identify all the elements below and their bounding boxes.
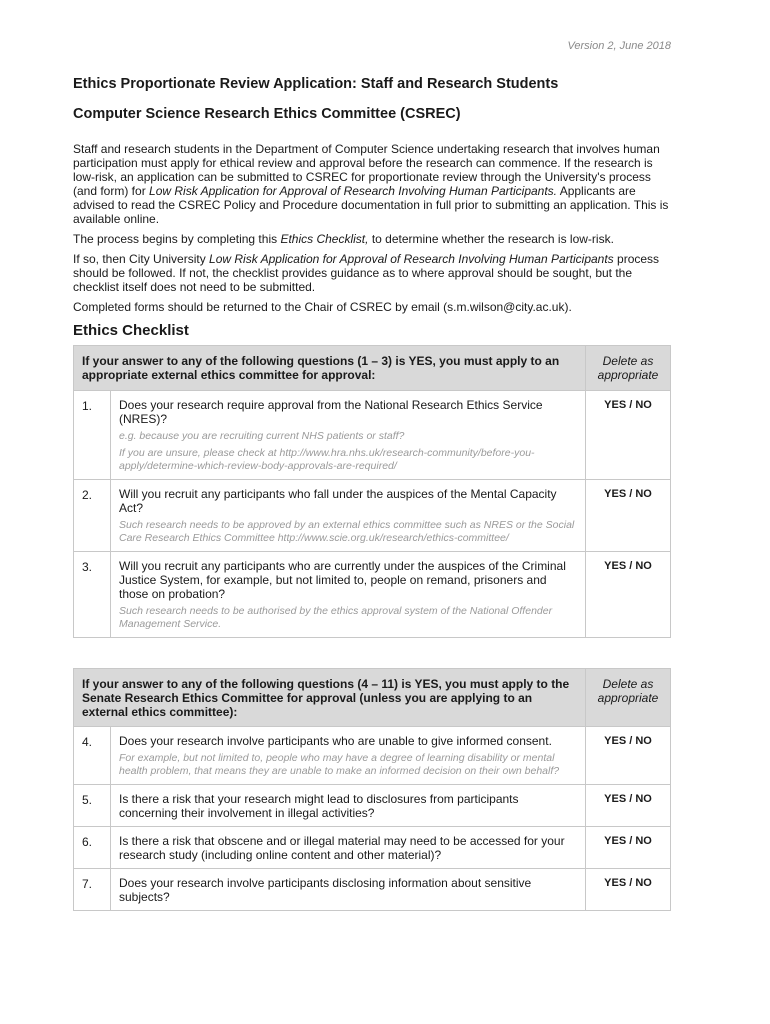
- question-note: Such research needs to be approved by an external ethics committee such as NRES or the Social Care Research Ethics Committee http://www.scie.org.uk/research/ethics-committee/: [119, 519, 575, 544]
- intro-p2-italic: Ethics Checklist,: [280, 232, 369, 246]
- intro-paragraph-4: Completed forms should be returned to the Chair of CSREC by email (s.m.wilson@city.ac.uk).: [73, 300, 572, 314]
- intro-p3-text-b: process should be followed. If not, the checklist provides guidance as to where approval should be sought, but the checklist itself does not need to be submitted.: [73, 252, 660, 294]
- question-cell: [111, 480, 586, 552]
- yes-no-answer[interactable]: YES / NO: [586, 552, 671, 638]
- question-cell: [111, 727, 586, 785]
- document-page: [73, 40, 671, 941]
- table-header-row: [74, 669, 671, 727]
- question-number: 6.: [74, 827, 111, 869]
- table-row: [74, 552, 671, 638]
- checklist-heading: Ethics Checklist: [73, 322, 189, 339]
- intro-p1-text-a: Staff and research students in the Department of Computer Science undertaking research that involves human participation must apply for ethical review and approval before the research can commence. If the research is low-risk, an application can be submitted to CSREC for proportionate review through the University's process (and form) for: [73, 142, 660, 198]
- delete-as-appropriate-label: Delete as appropriate: [586, 669, 671, 727]
- question-number: 3.: [74, 552, 111, 638]
- yes-no-answer[interactable]: YES / NO: [586, 727, 671, 785]
- table-row: [74, 785, 671, 827]
- delete-as-appropriate-label: Delete as appropriate: [586, 346, 671, 391]
- question-text: Does your research involve participants disclosing information about sensitive subjects?: [119, 876, 532, 904]
- question-note: Such research needs to be authorised by the ethics approval system of the National Offender Management Service.: [119, 605, 553, 630]
- question-number: 1.: [74, 391, 111, 480]
- intro-p3-text-a: If so, then City University: [73, 252, 210, 266]
- question-cell: [111, 827, 586, 869]
- question-cell: [111, 785, 586, 827]
- intro-p3-italic: Low Risk Application for Approval of Research Involving Human Participants: [209, 252, 614, 266]
- version-label: Version 2, June 2018: [567, 40, 671, 52]
- checklist-table-external: [73, 345, 671, 638]
- question-text: Will you recruit any participants who are currently under the auspices of the Criminal Justice System, for example, but not limited to, people on remand, prisoners and those on probation?: [119, 559, 566, 601]
- intro-p2-text-b: to determine whether the research is low-risk.: [368, 232, 614, 246]
- document-title: Ethics Proportionate Review Application: Staff and Research Students: [73, 76, 559, 92]
- yes-no-answer[interactable]: YES / NO: [586, 391, 671, 480]
- question-number: 7.: [74, 869, 111, 911]
- intro-p1-text-b: Applicants are advised to read the CSREC Policy and Procedure documentation in full prior to submitting an application. This is available online.: [73, 184, 669, 226]
- table-row: [74, 869, 671, 911]
- question-text: Is there a risk that your research might lead to disclosures from participants concerning their involvement in illegal activities?: [119, 792, 519, 820]
- intro-paragraph-2: [73, 232, 671, 246]
- table-header-question: If your answer to any of the following questions (4 – 11) is YES, you must apply to the Senate Research Ethics Committee for approval (unless you are applying to an external ethics committee):: [74, 669, 586, 727]
- table-row: [74, 480, 671, 552]
- table-header-question: If your answer to any of the following questions (1 – 3) is YES, you must apply to an appropriate external ethics committee for approval:: [74, 346, 586, 391]
- intro-p2-text-a: The process begins by completing this: [73, 232, 281, 246]
- question-note: If you are unsure, please check at http://www.hra.nhs.uk/research-community/before-you-apply/determine-which-review-body-approvals-are-required/: [119, 447, 535, 472]
- intro-paragraph-1: [73, 142, 671, 226]
- yes-no-answer[interactable]: YES / NO: [586, 869, 671, 911]
- question-text: Does your research involve participants who are unable to give informed consent.: [119, 734, 552, 748]
- table-row: [74, 727, 671, 785]
- yes-no-answer[interactable]: YES / NO: [586, 827, 671, 869]
- table-header-row: [74, 346, 671, 391]
- table-row: [74, 391, 671, 480]
- question-number: 2.: [74, 480, 111, 552]
- question-text: Is there a risk that obscene and or illegal material may need to be accessed for your research study (including online content and other material)?: [119, 834, 565, 862]
- yes-no-answer[interactable]: YES / NO: [586, 785, 671, 827]
- table-row: [74, 827, 671, 869]
- question-cell: [111, 391, 586, 480]
- question-cell: [111, 869, 586, 911]
- yes-no-answer[interactable]: YES / NO: [586, 480, 671, 552]
- question-cell: [111, 552, 586, 638]
- question-text: Will you recruit any participants who fall under the auspices of the Mental Capacity Act?: [119, 487, 557, 515]
- question-number: 4.: [74, 727, 111, 785]
- intro-p1-italic: Low Risk Application for Approval of Research Involving Human Participants.: [149, 184, 558, 198]
- question-note: For example, but not limited to, people who may have a degree of learning disability or mental health problem, that means they are unable to make an informed decision on their own behalf?: [119, 752, 560, 777]
- question-number: 5.: [74, 785, 111, 827]
- question-note: e.g. because you are recruiting current NHS patients or staff?: [119, 430, 405, 442]
- question-text: Does your research require approval from the National Research Ethics Service (NRES)?: [119, 398, 543, 426]
- intro-paragraph-3: [73, 252, 671, 294]
- document-subtitle: Computer Science Research Ethics Committee (CSREC): [73, 106, 461, 122]
- checklist-table-senate: [73, 668, 671, 911]
